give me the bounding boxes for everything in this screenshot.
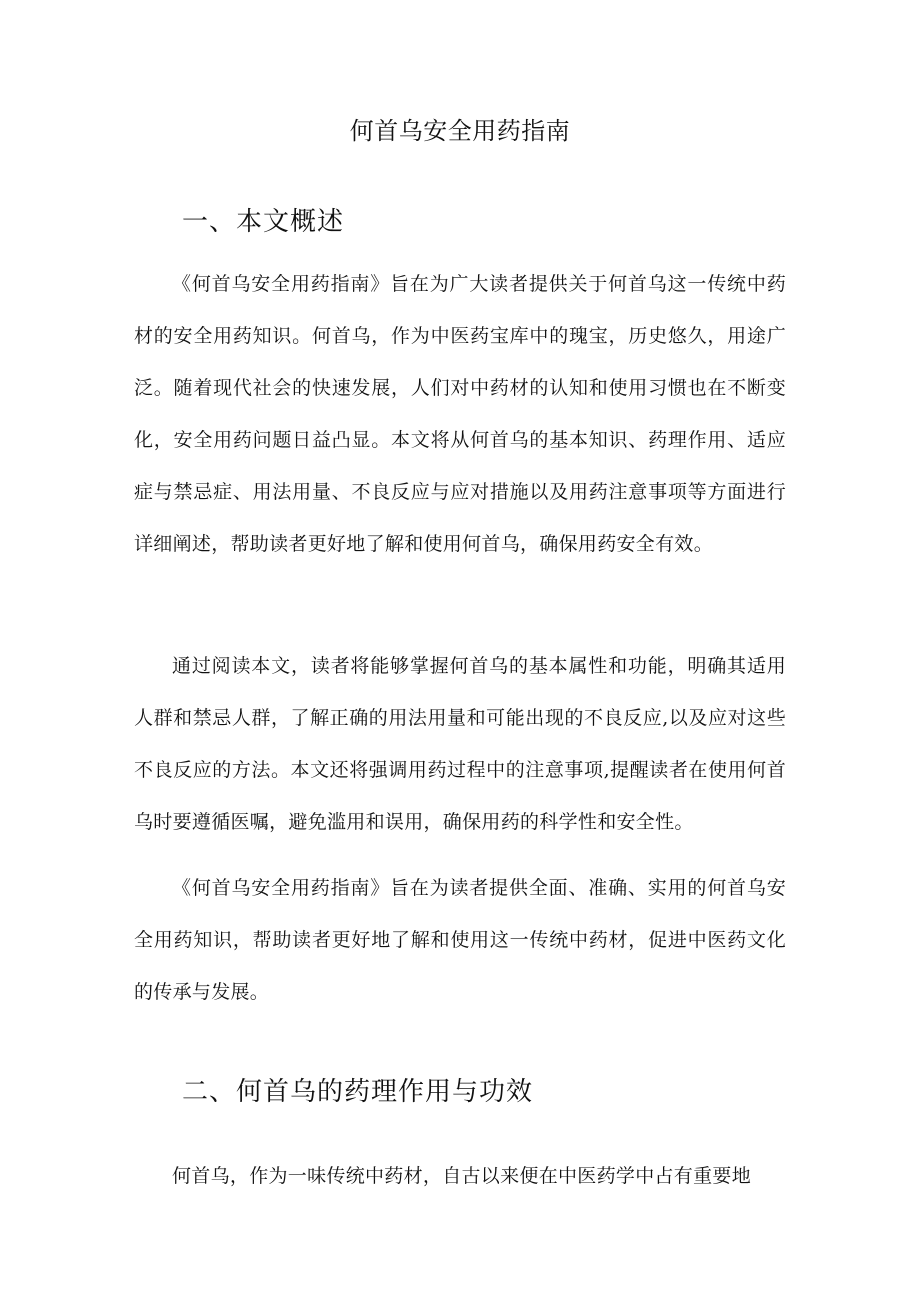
overview-paragraph-3: 《何首乌安全用药指南》旨在为读者提供全面、准确、实用的何首乌安全用药知识，帮助读者更好地了解和使用这一传统中药材，促进中医药文化的传承与发展。: [134, 877, 786, 1003]
overview-paragraph-2: 通过阅读本文，读者将能够掌握何首乌的基本属性和功能，明确其适用人群和禁忌人群，了解正确的用法用量和可能出现的不良反应,以及应对这些不良反应的方法。本文还将强调用药过程中的注意事项,提醒读者在使用何首乌时要遵循医嘱，避免滥用和误用，确保用药的科学性和安全性。: [134, 655, 786, 833]
document-title: 何首乌安全用药指南: [349, 117, 571, 145]
section-heading-pharmacology: 二、何首乌的药理作用与功效: [182, 1077, 534, 1107]
pharmacology-paragraph-1: 何首乌，作为一味传统中药材，自古以来便在中医药学中占有重要地: [172, 1165, 752, 1187]
section-heading-overview: 一、本文概述: [182, 207, 345, 237]
overview-paragraph-1: 《何首乌安全用药指南》旨在为广大读者提供关于何首乌这一传统中药材的安全用药知识。何首乌，作为中医药宝库中的瑰宝，历史悠久，用途广泛。随着现代社会的快速发展，人们对中药材的认知和使用习惯也在不断变化，安全用药问题日益凸显。本文将从何首乌的基本知识、药理作用、适应症与禁忌症、用法用量、不良反应与应对措施以及用药注意事项等方面进行详细阐述，帮助读者更好地了解和使用何首乌，确保用药安全有效。: [134, 273, 786, 555]
